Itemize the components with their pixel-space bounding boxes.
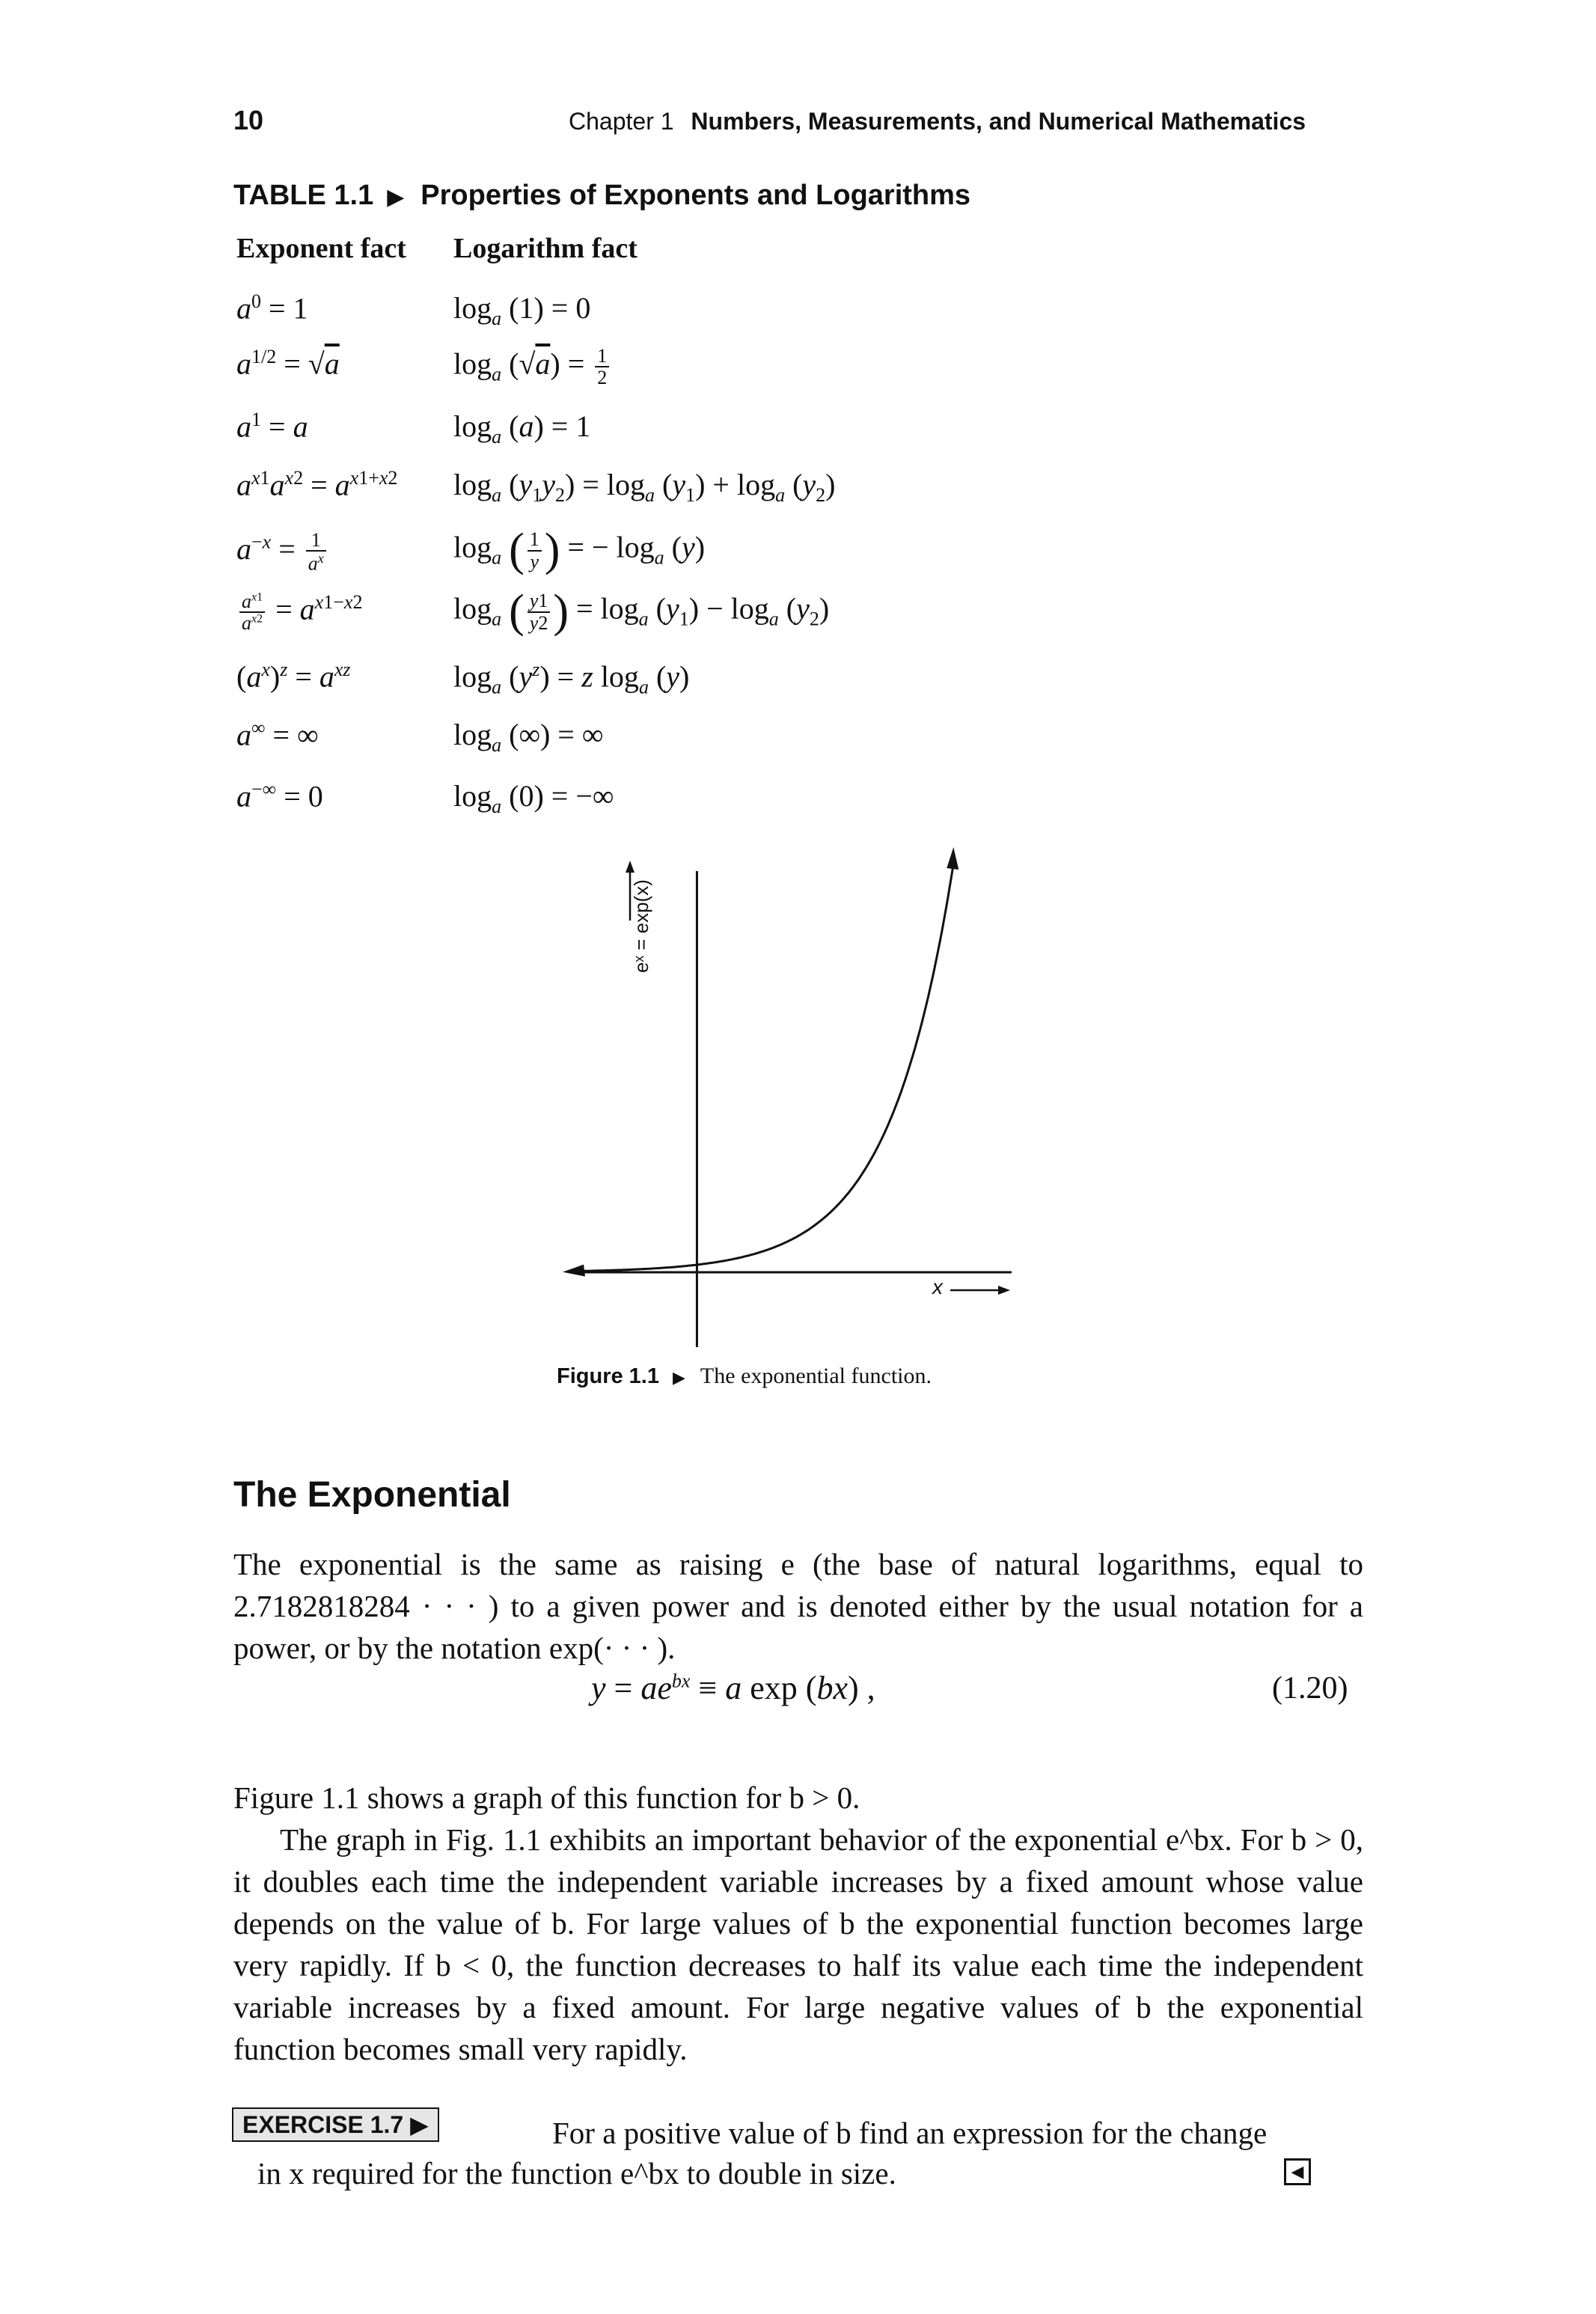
exponent-fact-1: $a^0 = 1$ [236, 290, 308, 326]
chapter-label: Chapter 1 [569, 108, 674, 135]
figure-caption-text: The exponential function. [700, 1364, 932, 1388]
logarithm-fact-2: $\log_a (√a)$ = $\frac{1}{2}$ [453, 346, 612, 388]
page-number: 10 [233, 105, 264, 135]
exponent-fact-9: a−∞ = 0 [236, 778, 323, 813]
exercise-text-line-1: For a positive value of b find an expression for the change [552, 2116, 1268, 2150]
y-axis-label-arrowhead [626, 861, 635, 873]
x-axis-label-arrowhead [998, 1286, 1010, 1295]
triangle-right-icon: ▶ [410, 2111, 429, 2138]
chapter-title: Numbers, Measurements, and Numerical Mathematics [691, 108, 1306, 135]
paragraph-1-text: The exponential is the same as raising e (the base of natural logarithms, equal to 2.7182818284 · · · ) to a given power and is denoted either by the usual notation for a power, or by the notation exp(· · · ). [233, 1547, 1363, 1665]
section-heading: The Exponential [233, 1475, 511, 1515]
paragraph-1 [233, 1543, 1363, 1669]
logarithm-fact-4: $\log_a (y_1y_2) = \log_a (y_1) + \log_a (y_2)$ [453, 468, 836, 506]
exponent-fact-4: $a^{x1}a^{x2} = a^{x1+x2}$ [236, 467, 398, 502]
end-of-exercise-icon: ◀ [1284, 2158, 1311, 2185]
table-caption: Properties of Exponents and Logarithms [421, 180, 971, 211]
figure-label: Figure 1.1 [557, 1364, 659, 1388]
exp-curve [569, 864, 953, 1272]
x-axis-label: x [932, 1275, 943, 1298]
equation-number: (1.20) [1272, 1671, 1348, 1706]
exponent-fact-2: $a^{1/2} = √a$ [236, 346, 340, 381]
logarithm-fact-7: $\log_a (y^z) = z$ $\log_a (y)$ [453, 659, 690, 698]
logarithm-fact-6: $\log_a$ ( $\frac{y1}{y2}$ ) = $\log_a (y_1) - \log_a (y_2)$ [453, 586, 830, 637]
exercise-label: EXERCISE 1.7 [242, 2111, 404, 2138]
logarithm-fact-8: $\log_a$ (∞) = ∞ [453, 718, 604, 756]
figure-caption [557, 1364, 932, 1389]
y-axis-label: eˣ = exp(x) [630, 879, 652, 973]
paragraph-3-text: The graph in Fig. 1.1 exhibits an important behavior of the exponential e^bx. For b > 0, it doubles each time the independent variable increases by a fixed amount whose value depends on the value of b. For large values of b the exponential function becomes large very rapidly. If b < 0, the function decreases to half its value each time the independent variable increases by a fixed amount. For large negative values of b the exponential function becomes small very rapidly. [233, 1822, 1363, 2066]
logarithm-fact-1: $\log_a (1) = 0$ [453, 291, 591, 329]
exponent-fact-6: $\frac{a^{x1}}{a^{x2}}$ = $a^{x1-x2}$ [236, 591, 362, 634]
triangle-right-icon: ▶ [387, 185, 405, 210]
exercise-text-line-2: in x required for the function e^bx to double in size. [257, 2156, 896, 2191]
paragraph-2-text: Figure 1.1 shows a graph of this function for b > 0. [233, 1780, 860, 1815]
triangle-right-icon: ▶ [673, 1368, 685, 1387]
paragraph-2 [233, 1777, 1363, 2070]
exponent-fact-5: $a^{-x}$ = $\frac{1}{a^x}$ [236, 530, 329, 574]
curve-end-arrowhead [947, 847, 958, 870]
equation-1-20: $y = ae^{bx} \equiv a$ exp (bx) , [591, 1670, 875, 1706]
exercise-badge [232, 2107, 439, 2142]
exponent-fact-3: $a^1 = a$ [236, 409, 308, 444]
logarithm-fact-5: $\log_a$ ( $\frac{1}{y}$ ) = − $\log_a (y)$ [453, 525, 706, 576]
logarithm-fact-3: $\log_a (a) = 1$ [453, 409, 591, 448]
table-label: TABLE 1.1 [233, 180, 374, 211]
column-header-logarithm: Logarithm fact [453, 233, 638, 264]
exponent-fact-7: $(a^x)^z = a^{xz}$ [236, 659, 351, 694]
column-header-exponent: Exponent fact [236, 233, 406, 264]
exponent-fact-8: a∞ = ∞ [236, 717, 319, 752]
logarithm-fact-9: $\log_a (0)$ = −∞ [453, 779, 614, 817]
curve-start-arrowhead [563, 1265, 585, 1277]
